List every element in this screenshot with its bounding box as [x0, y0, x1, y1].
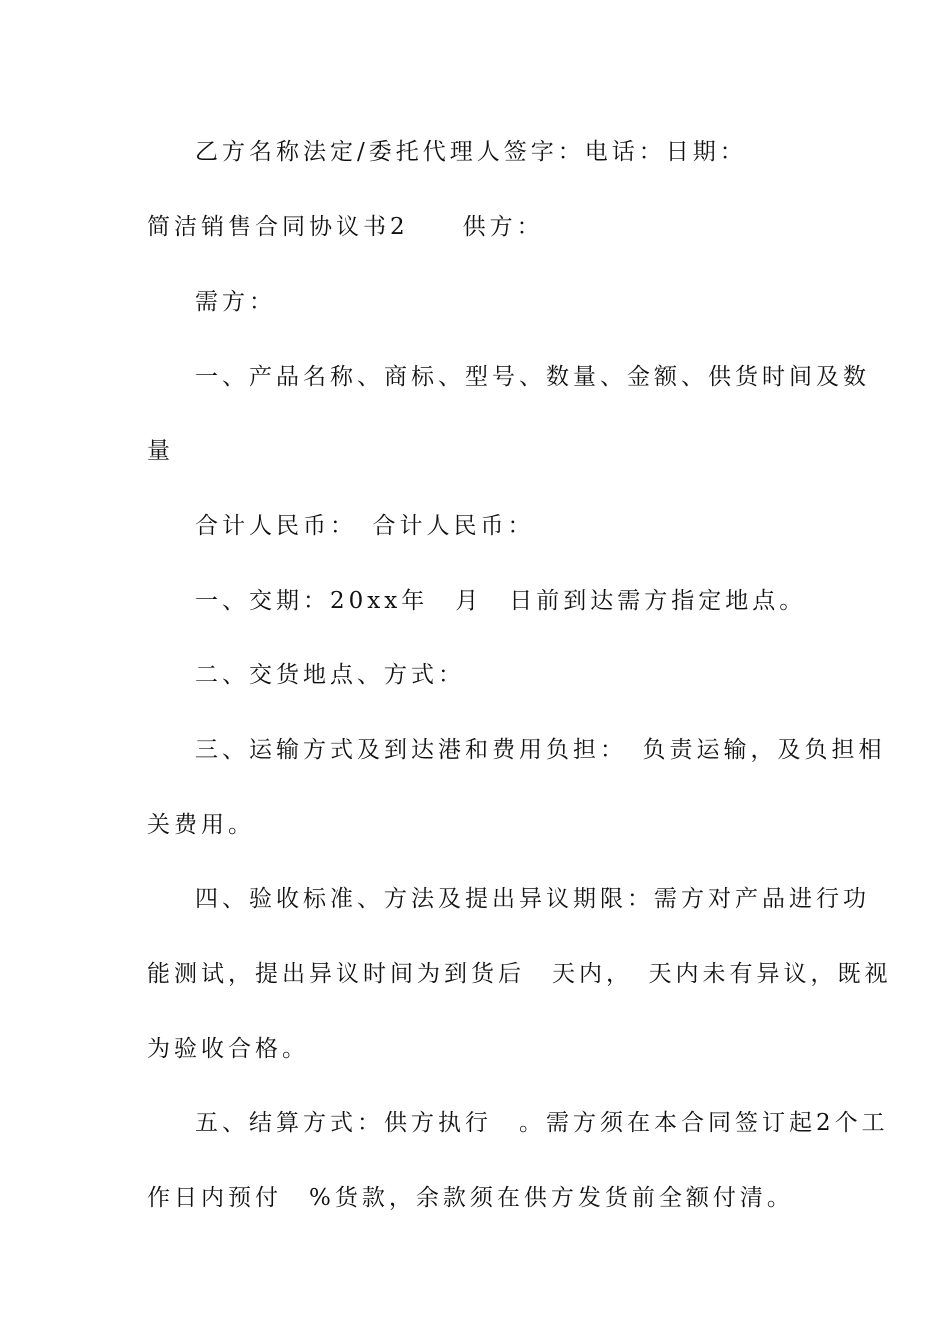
settlement-clause: 五、结算方式：供方执行 。需方须在本合同签订起2个工: [195, 1110, 889, 1136]
acceptance-clause-continued-2: 为验收合格。: [147, 1036, 309, 1062]
acceptance-clause: 四、验收标准、方法及提出异议期限：需方对产品进行功: [195, 886, 870, 912]
party-b-signature-line: 乙方名称法定/委托代理人签字：电话：日期：: [195, 139, 747, 165]
delivery-place-clause: 二、交货地点、方式：: [195, 662, 465, 688]
total-rmb-line: 合计人民币： 合计人民币：: [195, 513, 535, 539]
transport-clause-continued: 关费用。: [147, 812, 255, 838]
section-product-heading: 一、产品名称、商标、型号、数量、金额、供货时间及数: [195, 364, 870, 390]
acceptance-clause-continued-1: 能测试，提出异议时间为到货后 天内， 天内未有异议，既视: [147, 961, 892, 987]
contract-title-line: 简洁销售合同协议书2 供方：: [147, 214, 544, 240]
delivery-date-clause: 一、交期：20xx年 月 日前到达需方指定地点。: [195, 588, 807, 614]
buyer-line: 需方：: [195, 289, 276, 315]
settlement-clause-continued: 作日内预付 %货款，余款须在供方发货前全额付清。: [147, 1185, 794, 1211]
section-product-heading-continued: 量: [147, 438, 174, 464]
transport-clause: 三、运输方式及到达港和费用负担： 负责运输，及负担相: [195, 737, 886, 763]
